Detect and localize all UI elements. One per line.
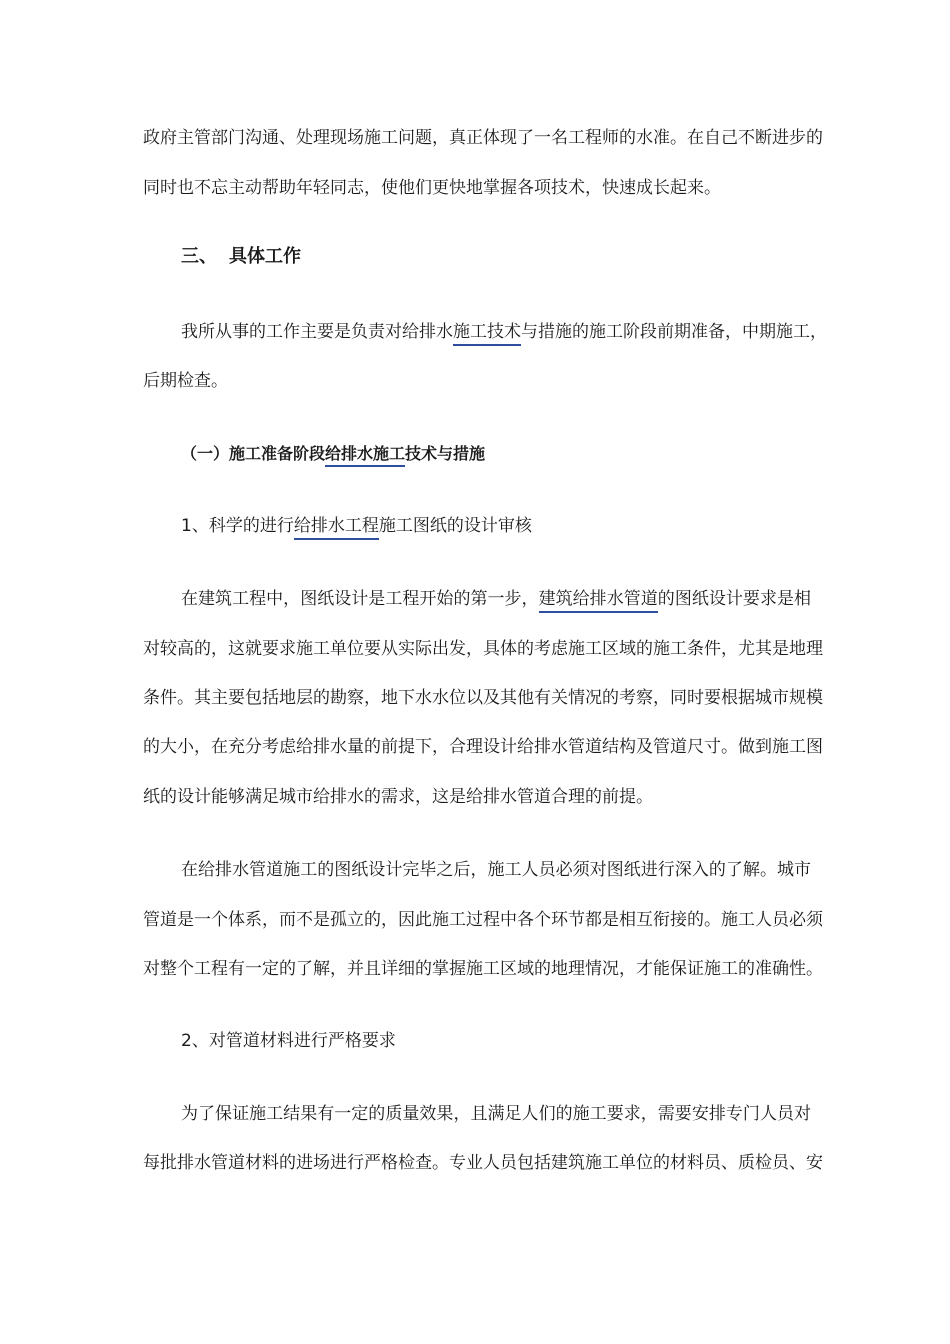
section-heading <box>181 245 811 269</box>
item-heading: 2、对管道材料进行严格要求 <box>181 1031 396 1051</box>
inline-link[interactable]: 给排水工程 <box>294 516 379 540</box>
paragraph-line: 纸的设计能够满足城市给排水的需求，这是给排水管道合理的前提。 <box>143 787 653 807</box>
inline-link[interactable]: 给排水施工 <box>325 444 405 467</box>
inline-link[interactable]: 建筑给排水管道 <box>539 589 658 613</box>
paragraph-line: 政府主管部门沟通、处理现场施工问题，真正体现了一名工程师的水准。在自己不断进步的 <box>143 128 823 148</box>
paragraph-line: 为了保证施工结果有一定的质量效果，且满足人们的施工要求，需要安排专门人员对 <box>181 1104 811 1124</box>
paragraph-line: 在给排水管道施工的图纸设计完毕之后，施工人员必须对图纸进行深入的了解。城市 <box>181 860 811 880</box>
paragraph-line: 的大小，在充分考虑给排水量的前提下，合理设计给排水管道结构及管道尺寸。做到施工图 <box>143 737 823 757</box>
paragraph-line: 对整个工程有一定的了解，并且详细的掌握施工区域的地理情况，才能保证施工的准确性。 <box>143 959 823 979</box>
item-heading: 1、科学的进行给排水工程施工图纸的设计审核 <box>181 514 811 538</box>
paragraph-line: 条件。其主要包括地层的勘察，地下水水位以及其他有关情况的考察，同时要根据城市规模 <box>143 688 823 708</box>
paragraph-line: 后期检查。 <box>143 371 228 391</box>
paragraph-line: 在建筑工程中，图纸设计是工程开始的第一步，建筑给排水管道的图纸设计要求是相 <box>181 587 811 611</box>
paragraph-line: 管道是一个体系，而不是孤立的，因此施工过程中各个环节都是相互衔接的。施工人员必须 <box>143 910 823 930</box>
paragraph-line: 对较高的，这就要求施工单位要从实际出发，具体的考虑施工区域的施工条件，尤其是地理 <box>143 639 823 659</box>
paragraph-line: 同时也不忘主动帮助年轻同志，使他们更快地掌握各项技术，快速成长起来。 <box>143 178 721 198</box>
inline-link[interactable]: 施工技术 <box>453 322 521 346</box>
section-title: 具体工作 <box>229 246 301 267</box>
subsection-heading: （一）施工准备阶段给排水施工技术与措施 <box>181 442 811 466</box>
paragraph-line: 每批排水管道材料的进场进行严格检查。专业人员包括建筑施工单位的材料员、质检员、安 <box>143 1153 823 1173</box>
section-number: 三、 <box>181 246 217 267</box>
paragraph-line: 我所从事的工作主要是负责对给排水施工技术与措施的施工阶段前期准备，中期施工， <box>181 320 811 344</box>
